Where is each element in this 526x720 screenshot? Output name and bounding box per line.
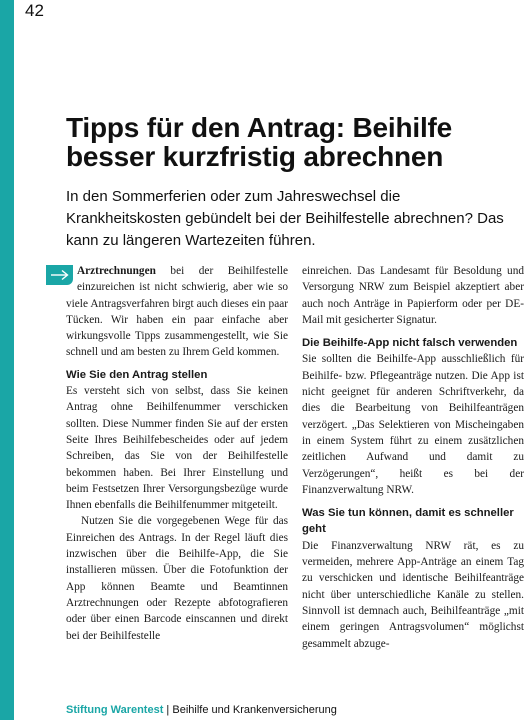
page-number: 42 <box>25 1 44 20</box>
article-lead: In den Sommerferien oder zum Jahreswechsel die Krankheitskosten gebündelt bei der Beihilfestelle abrechnen? Das kann zu längeren Wartezeiten führen. <box>66 188 504 249</box>
section1-paragraph-1: Es versteht sich von selbst, dass Sie keinen Antrag ohne Beihilfenummer verschicken sollten. Diese Nummer finden Sie auf der ersten Seite Ihres Beihilfebescheides oder auf jedem Schreiben, das Sie von der Beihilfestelle bekommen haben. Bei Ihrer Einstellung und beim Festsetzen Ihrer Versorgungsbezüge wurde Ihnen ebenfalls die Beihilfenummer mitgeteilt. <box>66 385 288 512</box>
column-right <box>302 263 524 652</box>
footer-section: Beihilfe und Krankenversicherung <box>172 704 337 716</box>
section3-paragraph-1: Die Finanzverwaltung NRW rät, es zu vermeiden, mehrere App-Anträge an einem Tag zu verschicken und identische Beihilfeanträge nicht über unterschiedliche Kanäle zu stellen. Sinnvoll ist demnach auch, Beihilfeanträge „mit einem geringen Antragsvolumen“ möglichst gesammelt abzuge- <box>302 539 524 650</box>
section1-paragraph-2: Nutzen Sie die vorgegebenen Wege für das Einreichen des Antrags. In der Regel läuft dies inzwischen über die Beihilfe-App, die Sie installieren müssen. Über die Fotofunktion der App können Beamte und Beamtinnen Arztrechnungen oder Rezepte abfotografieren oder über einen Barcode einscannen und direkt bei der Beihilfestelle <box>66 515 288 642</box>
section-heading-app: Die Beihilfe-App nicht falsch verwenden <box>302 337 518 350</box>
section-heading-antrag: Wie Sie den Antrag stellen <box>66 368 208 381</box>
arrow-right-icon <box>46 265 73 285</box>
article-title: Tipps für den Antrag: Beihilfe besser kurzfristig abrechnen <box>66 112 453 172</box>
intro-keyword: Arztrechnungen <box>77 265 156 277</box>
section1-paragraph-3: einreichen. Das Landesamt für Besoldung und Versorgung NRW zum Beispiel akzeptiert aber auch noch Anträge in Papierform oder per DE-Mail mit gesicherter Signatur. <box>302 265 524 326</box>
page-footer <box>66 703 337 717</box>
footer-brand: Stiftung Warentest <box>66 704 164 716</box>
footer-separator: | <box>163 704 173 716</box>
accent-bar <box>0 0 14 720</box>
intro-text: bei der Beihilfestelle einzureichen ist nicht schwierig, aber wie so viele Antragsverfahren birgt auch dieses ein paar Tücken. Wir haben ein paar einfache aber wirkungsvolle Tipps zusammengestellt, wie Sie schnell und am besten zu Ihrem Geld kommen. <box>66 265 288 359</box>
section-heading-schneller: Was Sie tun können, damit es schneller geht <box>302 507 514 536</box>
section2-paragraph-1: Sie sollten die Beihilfe-App ausschließlich für Beihilfe- bzw. Pflegeanträge nutzen. Die App ist nicht geeignet für anderen Schriftverkehr, da dies die Bearbeitung von Beihilfeanträgen verzögert. „Das Selektieren von Mischeingaben in einem System führt zu einem zusätzlichen zeitlichen Aufwand und damit zu Verzögerungen“, heißt es bei der Finanzverwaltung NRW. <box>302 353 524 496</box>
column-left <box>66 263 288 644</box>
intro-paragraph <box>66 263 288 361</box>
